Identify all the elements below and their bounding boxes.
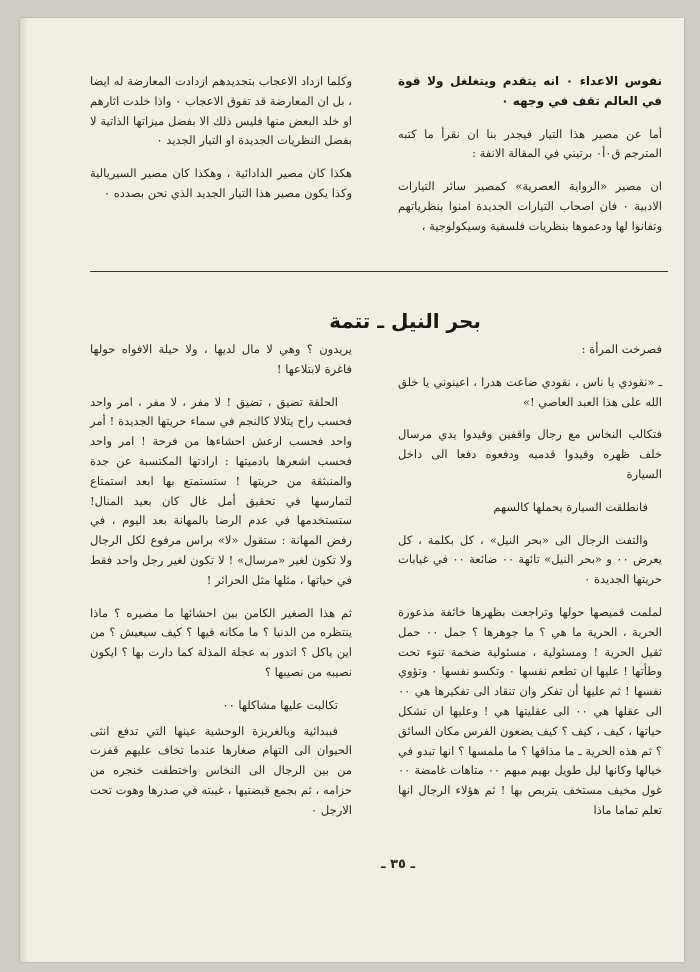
- story-paragraph: فتكالب النخاس مع رجال واقفين وقيدوا يدي مرسال خلف ظهره وقيدوا قدميه ودفعوه دفعا الى داخل السيارة: [398, 427, 662, 481]
- article-paragraph: ان مصير «الرواية العصرية» كمصير سائر التيارات الادبية ٠ فان اصحاب التيارات الجديدة امنوا بنظرياتهم وتفانوا لها ودعموها بنظريات فلسفية وسيكولوجية ،: [398, 179, 662, 233]
- section-divider: [90, 271, 668, 272]
- page-binding-shadow: [20, 18, 28, 962]
- story-paragraph: ثم هذا الصغير الكامن بين احشائها ما مصيره ؟ ماذا ينتظره من الدنيا ؟ ما مكانه فيها ؟ كيف سيعيش ؟ من اين ياكل ؟ اتدور به عجلة المذلة كما دارت بها ؟ ايكون نصيبه من نصيبها ؟: [90, 605, 352, 679]
- story-paragraph: فانطلقت السيارة بحملها كالسهم: [493, 499, 648, 514]
- story-paragraph: والتفت الرجال الى «بحر النيل» ، كل بكلمة ، كل يعرض ٠٠ و «بحر النيل» تائهة ٠٠ ضائعة ٠٠ في غيابات حريتها الجديدة ٠: [398, 532, 663, 587]
- story-paragraph: الحلقة تضيق ، تضيق ! لا مفر ، لا مفر ، امر واحد فحسب راح يتلالا كالنجم في سماء حريتها الجديدة ! أمر واحد فحسب ارعش احشاءها من فرحة ! امر واحد فحسب اشعرها بادميتها : ارادتها المكتسبة عن جدة والمنبثقة من حريتها ! ستستمتع بها ابعد استمتاع لتمارسها في تحقيق أمل غال كان بعيد المنال! ستستخدمها في عدم الرضا بالمهانة بعد اليوم ، في رفض المهانة : ستقول «لا» براس مرفوع لكل الرجال ولا تكون لغير «مرسال» ! لا تكون لغير رجل واحد فقط في حياتها ، مثلها مثل الحرائر !: [90, 394, 352, 587]
- story-paragraph: فصرخت المرأة :: [581, 342, 662, 356]
- story-paragraph: تكالبت عليها مشاكلها ٠٠: [222, 697, 338, 712]
- story-paragraph: ـ «نقودي يا ناس ، نقودي ضاعت هدرا ، اعينوني يا خلق الله على هذا العبد العاصي !»: [398, 374, 662, 409]
- article-continuation-left-column: [90, 72, 352, 217]
- article-paragraph: هكذا كان مصير الدادائية ، وهكذا كان مصير السيريالية وكذا يكون مصير هذا التيار الجديد الذي نحن بصدده ٠: [90, 166, 352, 200]
- story-paragraph: يريدون ؟ وهي لا مال لديها ، ولا حيلة الافواه حولها فاغرة لابتلاعها !: [90, 342, 352, 376]
- article-paragraph: أما عن مصير هذا التيار فيجدر بنا ان نقرأ ما كتبه المترجم ق٠أ٠ برتيني في المقالة الانفة :: [398, 126, 662, 161]
- page-number: ـ ٣٥ ـ: [381, 857, 415, 872]
- article-continuation-right-column: [398, 72, 662, 250]
- story-title: بحر النيل ـ تتمة: [329, 309, 481, 333]
- story-paragraph: لملمت قميصها حولها وتراجعت بظهرها خائفة مذعورة الحرية ، الحرية ما هي ؟ ما جوهرها ؟ حمل ٠٠ حمل ثقيل الحرية ! ومسئولية ، مسئولية ضخمة تنوء تحت وطأتها ! عليها ان تطعم نفسها ٠ وتكسو نفسها ٠ وتؤوي نفسها ! ثم عليها أن تفكر وان تنقاد الى تفكيرها هي ٠٠ الى عقلها هي ٠٠ الى عقليتها هي ! وعليها ان تشكل حياتها ، كيف ، كيف ؟ كيف يضعون الفرس مكان السائق ؟ ثم هذه الحرية ـ ما مذاقها ؟ ما ملمسها ؟ انها تبدو في خيالها وكانها ليل طويل بهيم مبهم ٠٠ متاهات غامضة ٠٠ غول مخيف مستخف يتربص بها ! ثم هؤلاء الرجال انها تعلم تماما ماذا: [398, 604, 663, 817]
- magazine-page: [20, 18, 684, 962]
- story-paragraph: فببدائية وبالغريزة الوحشية عينها التي تدفع انثى الحيوان الى التهام صغارها عندما تخاف عليهم قفزت من بين الرجال الى النخاس واختطفت خنجره من حزامه ، ثم بجمع قبضتيها ، غيبته في صدرها وهوت تحت الارجل ٠: [90, 723, 352, 817]
- story-left-column: [90, 340, 352, 834]
- article-bold-paragraph: نفوس الاعداء ٠ انه يتقدم ويتغلغل ولا قوة في العالم تقف في وجهه ٠: [398, 74, 662, 108]
- story-right-column: [398, 340, 662, 834]
- article-paragraph: وكلما ازداد الاعجاب بتجديدهم ازدادت المعارضة له ايضا ، بل ان المعارضة قد تفوق الاعجاب ٠ واذا خلدت اثارهم او خلد البعض منها فليس ذلك الا بفضل ميزاتها الذاتية لا بفضل النظريات الجديدة او التيار الجديد ٠: [90, 74, 352, 148]
